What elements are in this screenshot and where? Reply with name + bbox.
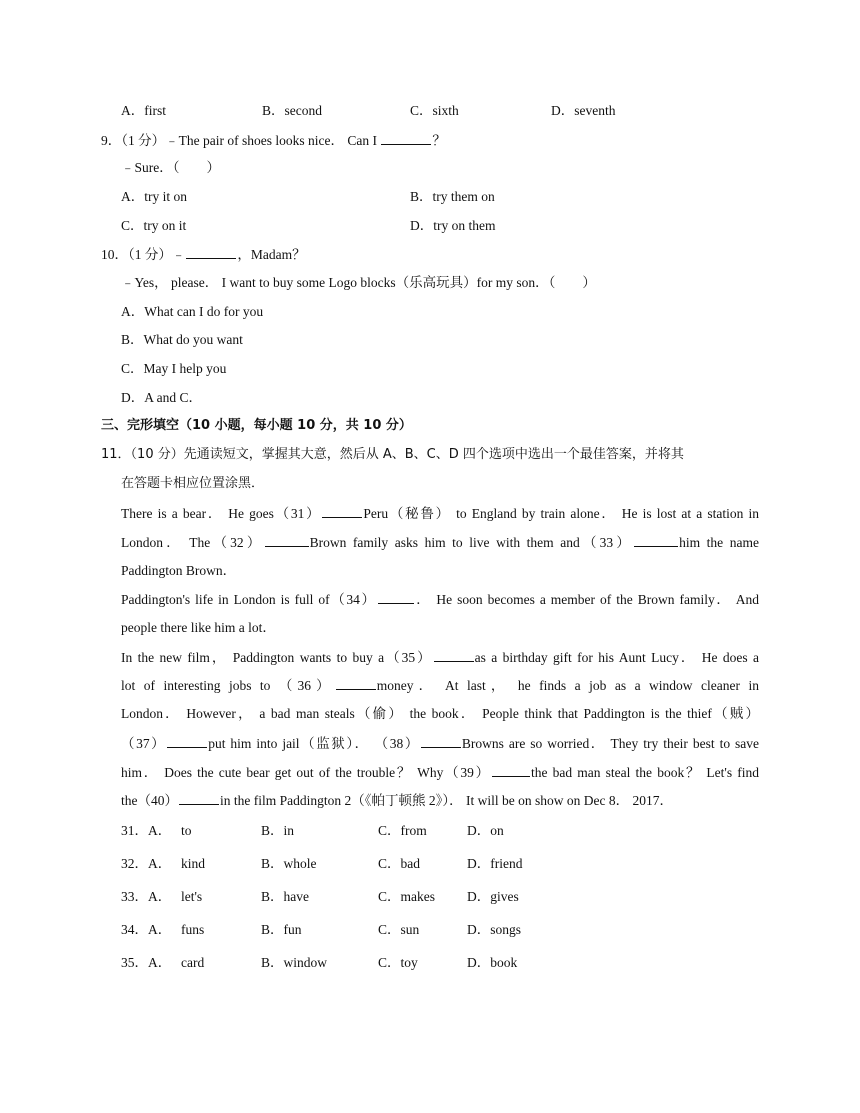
q8-option-b: B．second — [262, 103, 322, 118]
passage-text: in the film Paddington 2（《帕丁顿熊 2》）． It will be on show on Dec 8． 2017． — [220, 793, 673, 808]
passage-text: （37） — [121, 736, 167, 751]
q10-stem-text: 10．（1 分）﹣ — [101, 247, 186, 262]
passage-p3-line4 — [121, 734, 759, 753]
cloze-34-option-b: B．fun — [261, 922, 302, 937]
cloze-35-option-c: C．toy — [378, 955, 418, 970]
q10-option-c: C．May I help you — [121, 361, 227, 376]
cloze-34-option-c: C．sun — [378, 922, 420, 937]
passage-text: Brown family asks him to live with them and（33） — [309, 535, 634, 550]
cloze-32-option-b: B．whole — [261, 856, 317, 871]
q9-stem — [101, 131, 446, 150]
q8-option-a: A．first — [121, 103, 166, 118]
cloze-31-option-a: to — [181, 823, 192, 838]
q10-option-a: A．What can I do for you — [121, 304, 264, 319]
q9-option-d: D．try on them — [410, 218, 496, 233]
q10-stem-end: ，Madam？ — [237, 247, 306, 262]
q9-option-b: B．try them on — [410, 189, 495, 204]
passage-text: lot of interesting jobs to （36） — [121, 678, 335, 693]
blank-40 — [179, 791, 219, 805]
q9-option-a: A．try it on — [121, 189, 187, 204]
passage-p1-line2 — [121, 533, 759, 552]
q10-stem — [101, 245, 306, 264]
cloze-31-option-b: B．in — [261, 823, 295, 838]
passage-text: money． At last， he finds a job as a window cleaner in — [376, 678, 759, 693]
cloze-31-num: 31．A． — [121, 823, 172, 838]
passage-p1-line3: Paddington Brown． — [121, 563, 237, 578]
blank-31 — [322, 504, 362, 518]
cloze-33-option-c: C．makes — [378, 889, 435, 904]
q10-reply: ﹣Yes， please． I want to buy some Logo blocks（乐高玩具）for my son．（ ） — [121, 275, 596, 290]
passage-text: as a birthday gift for his Aunt Lucy． He does a — [474, 650, 759, 665]
cloze-32-option-c: C．bad — [378, 856, 420, 871]
passage-text: ． He soon becomes a member of the Brown family． And — [414, 592, 759, 607]
q8-option-d: D．seventh — [551, 103, 616, 118]
blank-34 — [378, 590, 414, 604]
cloze-31-option-c: C．from — [378, 823, 427, 838]
passage-p2-line1 — [121, 590, 759, 609]
cloze-32-num: 32．A． — [121, 856, 172, 871]
cloze-35-num: 35．A． — [121, 955, 172, 970]
passage-text: London． The（32） — [121, 535, 264, 550]
passage-text: the（40） — [121, 793, 178, 808]
passage-text: Peru（秘鲁） to England by train alone． He is lost at a station in — [363, 506, 759, 521]
cloze-33-num: 33．A． — [121, 889, 172, 904]
q9-blank — [381, 131, 431, 145]
cloze-31-option-d: D．on — [467, 823, 504, 838]
blank-36 — [336, 676, 376, 690]
cloze-33-option-d: D．gives — [467, 889, 519, 904]
cloze-33-option-b: B．have — [261, 889, 309, 904]
passage-p3-line2 — [121, 676, 759, 695]
q10-option-b: B．What do you want — [121, 332, 243, 347]
blank-39 — [492, 763, 530, 777]
cloze-35-option-b: B．window — [261, 955, 328, 970]
cloze-35-option-d: D．book — [467, 955, 518, 970]
blank-35 — [434, 648, 474, 662]
q10-blank — [186, 245, 236, 259]
cloze-34-option-d: D．songs — [467, 922, 522, 937]
blank-37 — [167, 734, 207, 748]
passage-text: the bad man steal the book？ Let's find — [530, 765, 759, 780]
passage-text: put him into jail（监狱）． （38） — [208, 736, 420, 751]
q9-option-c: C．try on it — [121, 218, 187, 233]
q10-option-d: D．A and C． — [121, 390, 202, 405]
passage-text: him the name — [679, 535, 759, 550]
q11-instruction-line1: 11．（10 分）先通读短文，掌握其大意，然后从 A、B、C、D 四个选项中选出一个最佳答案，并将其 — [101, 447, 684, 462]
q8-option-c: C．sixth — [410, 103, 459, 118]
cloze-34-num: 34．A． — [121, 922, 172, 937]
passage-text: him． Does the cute bear get out of the trouble？ Why（39） — [121, 765, 491, 780]
q9-stem-end: ？ — [432, 133, 446, 148]
passage-p3-line1 — [121, 648, 759, 667]
passage-p3-line3: London． However， a bad man steals（偷） the book． People think that Paddington is the thief（贼） — [121, 706, 759, 721]
passage-text: There is a bear． He goes（31） — [121, 506, 322, 521]
blank-32 — [265, 533, 309, 547]
cloze-32-option-a: kind — [181, 856, 206, 871]
cloze-32-option-d: D．friend — [467, 856, 523, 871]
cloze-33-option-a: let's — [181, 889, 203, 904]
passage-text: In the new film， Paddington wants to buy a（35） — [121, 650, 433, 665]
q9-reply: ﹣Sure．（ ） — [121, 160, 220, 175]
blank-38 — [421, 734, 461, 748]
q11-instruction-line2: 在答题卡相应位置涂黑． — [121, 476, 265, 491]
cloze-34-option-a: funs — [181, 922, 205, 937]
q9-stem-text: 9．（1 分）﹣The pair of shoes looks nice． Can I — [101, 133, 381, 148]
passage-text: Paddington's life in London is full of（34） — [121, 592, 377, 607]
passage-p3-line5 — [121, 763, 759, 782]
passage-p2-line2: people there like him a lot． — [121, 620, 276, 635]
cloze-35-option-a: card — [181, 955, 205, 970]
passage-p3-line6 — [121, 791, 673, 810]
section-heading: 三、完形填空（10 小题，每小题 10 分，共 10 分） — [101, 418, 412, 433]
blank-33 — [634, 533, 678, 547]
passage-text: Browns are so worried． They try their best to save — [461, 736, 760, 751]
passage-p1-line1 — [121, 504, 759, 523]
